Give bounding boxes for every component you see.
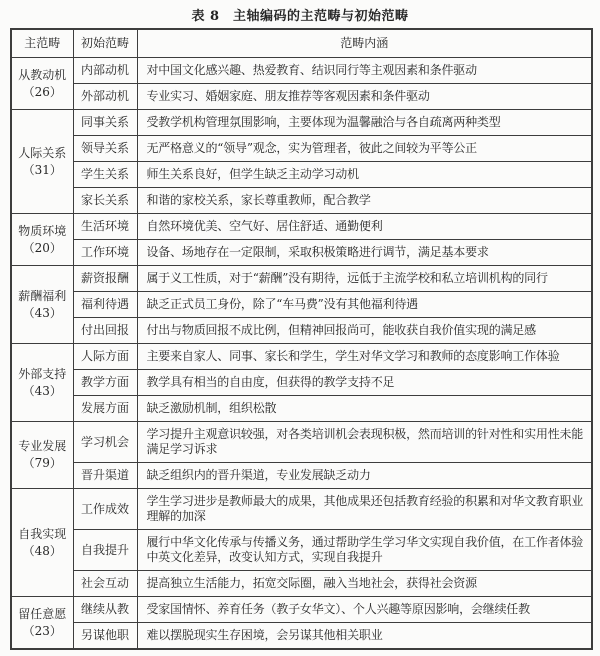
category-content-cell: 属于义工性质，对于“薪酬”没有期待，远低于主流学校和私立培训机构的同行 — [137, 266, 592, 292]
category-content-cell: 学习提升主观意识较强，对各类培训机会表现积极，然而培训的针对性和实用性未能满足学习诉求 — [137, 422, 592, 463]
initial-category-cell: 家长关系 — [73, 188, 137, 214]
initial-category-cell: 另谋他职 — [73, 623, 137, 650]
table-row — [11, 571, 592, 597]
initial-category-cell: 发展方面 — [73, 396, 137, 422]
initial-category-cell: 晋升渠道 — [73, 463, 137, 489]
table-row — [11, 344, 592, 370]
category-content-cell: 提高独立生活能力，拓宽交际圈，融入当地社会，获得社会资源 — [137, 571, 592, 597]
header-category-content: 范畴内涵 — [137, 29, 592, 58]
table-row — [11, 266, 592, 292]
category-content-cell: 无严格意义的“领导”观念，实为管理者，彼此之间较为平等公正 — [137, 136, 592, 162]
main-category-cell — [11, 344, 73, 422]
table-row — [11, 530, 592, 571]
category-content-cell: 受教学机构管理氛围影响，主要体现为温馨融洽与各自疏离两种类型 — [137, 110, 592, 136]
table-row — [11, 162, 592, 188]
table-row — [11, 58, 592, 84]
main-category-cell — [11, 597, 73, 650]
main-category-count: （31） — [22, 162, 62, 177]
initial-category-cell: 社会互动 — [73, 571, 137, 597]
category-content-cell: 师生关系良好，但学生缺乏主动学习动机 — [137, 162, 592, 188]
table-row — [11, 370, 592, 396]
main-category-count: （43） — [22, 383, 62, 398]
category-content-cell: 难以摆脱现实生存困境，会另谋其他相关职业 — [137, 623, 592, 650]
category-content-cell: 缺乏组织内的晋升渠道，专业发展缺乏动力 — [137, 463, 592, 489]
initial-category-cell: 工作成效 — [73, 489, 137, 530]
main-category-cell — [11, 422, 73, 489]
category-content-cell: 主要来自家人、同事、家长和学生，学生对华文学习和教师的态度影响工作体验 — [137, 344, 592, 370]
main-category-name: 专业发展 — [18, 439, 67, 453]
initial-category-cell: 生活环境 — [73, 214, 137, 240]
initial-category-cell: 外部动机 — [73, 84, 137, 110]
table-row — [11, 396, 592, 422]
main-category-name: 薪酬福利 — [18, 288, 67, 303]
table-row — [11, 422, 592, 463]
main-category-count: （26） — [22, 84, 62, 99]
initial-category-cell: 学习机会 — [73, 422, 137, 463]
table-row — [11, 214, 592, 240]
category-content-cell: 受家国情怀、养育任务（教子女华文）、个人兴趣等原因影响，会继续任教 — [137, 597, 592, 623]
initial-category-cell: 付出回报 — [73, 318, 137, 344]
category-content-cell: 专业实习、婚姻家庭、朋友推荐等客观因素和条件驱动 — [137, 84, 592, 110]
category-content-cell: 缺乏正式员工身份，除了“车马费”没有其他福利待遇 — [137, 292, 592, 318]
main-category-cell — [11, 214, 73, 266]
category-content-cell: 缺乏激励机制，组织松散 — [137, 396, 592, 422]
table-row — [11, 240, 592, 266]
category-content-cell: 和谐的家校关系，家长尊重教师，配合教学 — [137, 188, 592, 214]
page-title: 表 8 主轴编码的主范畴与初始范畴 — [191, 9, 409, 24]
initial-category-cell: 教学方面 — [73, 370, 137, 396]
table-row — [11, 597, 592, 623]
category-content-cell: 教学具有相当的自由度，但获得的教学支持不足 — [137, 370, 592, 396]
table-row — [11, 110, 592, 136]
table-row — [11, 489, 592, 530]
main-category-name: 物质环境 — [18, 223, 67, 238]
table-row — [11, 84, 592, 110]
initial-category-cell: 同事关系 — [73, 110, 137, 136]
header-main-category: 主范畴 — [11, 29, 73, 58]
table-row — [11, 318, 592, 344]
main-category-name: 自我实现 — [18, 526, 67, 541]
initial-category-cell: 人际方面 — [73, 344, 137, 370]
initial-category-cell: 领导关系 — [73, 136, 137, 162]
category-content-cell: 自然环境优美、空气好、居住舒适、通勤便利 — [137, 214, 592, 240]
main-category-name: 人际关系 — [18, 145, 67, 160]
main-category-name: 留任意愿 — [18, 606, 67, 621]
main-category-count: （20） — [22, 240, 62, 255]
initial-category-cell: 学生关系 — [73, 162, 137, 188]
category-content-cell: 对中国文化感兴趣、热爱教育、结识同行等主观因素和条件驱动 — [137, 58, 592, 84]
initial-category-cell: 自我提升 — [73, 530, 137, 571]
category-content-cell: 学生学习进步是教师最大的成果，其他成果还包括教育经验的积累和对华文教育职业理解的加深 — [137, 489, 592, 530]
table-row — [11, 463, 592, 489]
table-row — [11, 188, 592, 214]
initial-category-cell: 福利待遇 — [73, 292, 137, 318]
main-category-cell — [11, 110, 73, 214]
main-category-count: （23） — [22, 623, 62, 638]
main-category-count: （43） — [22, 305, 62, 320]
main-category-count: （48） — [22, 543, 62, 558]
axial-coding-table — [10, 28, 593, 650]
main-category-cell — [11, 489, 73, 597]
main-category-name: 从教动机 — [18, 67, 67, 82]
category-content-cell: 设备、场地存在一定限制，采取积极策略进行调节，满足基本要求 — [137, 240, 592, 266]
category-content-cell: 履行中华文化传承与传播义务，通过帮助学生学习华文实现自我价值，在工作者体验中英文化差异，改变认知方式，实现自我提升 — [137, 530, 592, 571]
initial-category-cell: 薪资报酬 — [73, 266, 137, 292]
header-row — [11, 29, 592, 58]
initial-category-cell: 继续从教 — [73, 597, 137, 623]
main-category-count: （79） — [22, 456, 62, 470]
table-row — [11, 623, 592, 650]
table-row — [11, 292, 592, 318]
main-category-cell — [11, 58, 73, 110]
category-content-cell: 付出与物质回报不成比例，但精神回报尚可，能收获自我价值实现的满足感 — [137, 318, 592, 344]
main-category-name: 外部支持 — [18, 366, 67, 381]
header-initial-category: 初始范畴 — [73, 29, 137, 58]
table-row — [11, 136, 592, 162]
initial-category-cell: 内部动机 — [73, 58, 137, 84]
initial-category-cell: 工作环境 — [73, 240, 137, 266]
main-category-cell — [11, 266, 73, 344]
